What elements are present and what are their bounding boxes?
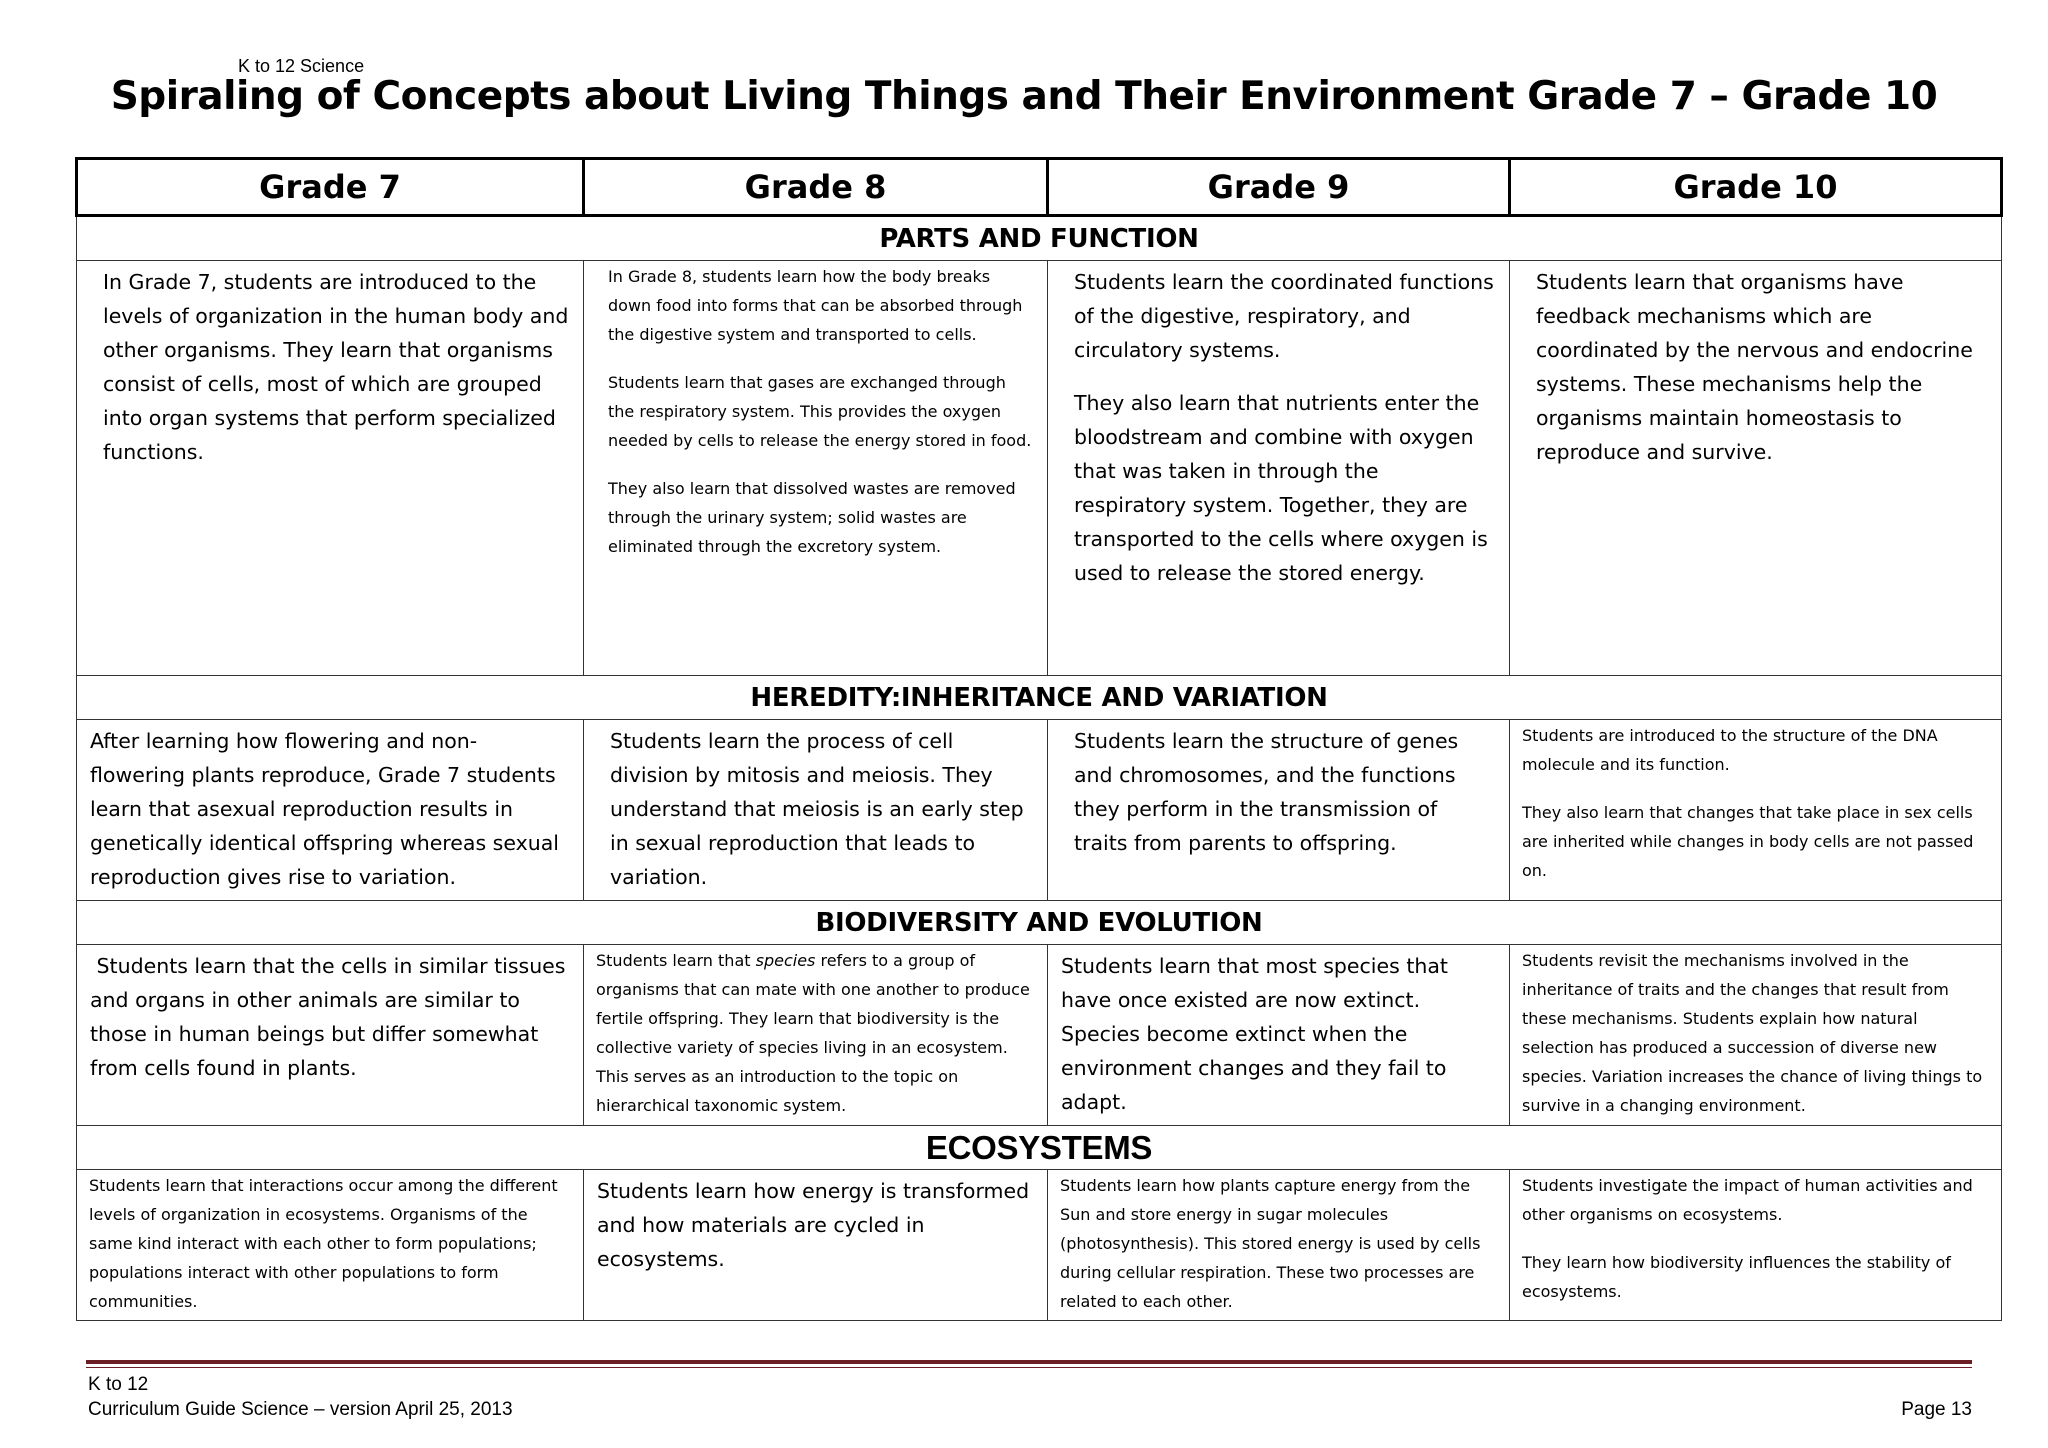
cell-text: Students learn the process of cell division by mitosis and meiosis. They understand that meiosis is an early step in sexual reproduction that leads to variation. [610,729,1024,889]
section-row-heredity [77,720,2002,901]
section-row-ecosystems [77,1170,2002,1321]
cell-grade-7 [77,945,584,1126]
cell-text-end: refers to a group of organisms that can mate with one another to produce fertile offspring. They learn that biodiversity is the collective variety of species living in an ecosystem. This serves as an introduction to the topic on hierarchical taxonomic system. [596,951,1030,1115]
cell-text: Students learn how energy is transformed and how materials are cycled in ecosystems. [597,1179,1030,1271]
section-heading-heredity: HEREDITY:INHERITANCE AND VARIATION [77,676,2002,720]
cell-text: Students learn that gases are exchanged through the respiratory system. This provides the oxygen needed by cells to release the energy stored in food. [608,373,1032,450]
cell-text: Students learn that interactions occur among the different levels of organization in ecosystems. Organisms of the same kind interact with each other to form populations; populations interact with other populations to form communities. [89,1176,558,1311]
cell-text: In Grade 8, students learn how the body breaks down food into forms that can be absorbed through the digestive system and transported to cells. [608,267,1023,344]
cell-grade-8 [584,1170,1048,1321]
grade-7-header: Grade 7 [77,159,584,216]
grade-9-header: Grade 9 [1048,159,1510,216]
cell-grade-10 [1510,720,2002,901]
cell-grade-9 [1048,720,1510,901]
cell-grade-8 [584,720,1048,901]
grade-8-header: Grade 8 [584,159,1048,216]
cell-text: Students learn that organisms have feedback mechanisms which are coordinated by the nervous and endocrine systems. These mechanisms help the organisms maintain homeostasis to reproduce and survive. [1536,270,1973,464]
cell-grade-9 [1048,1170,1510,1321]
cell-text: Students learn the coordinated functions of the digestive, respiratory, and circulatory systems. [1074,270,1494,362]
cell-text [596,946,1037,1120]
cell-text: Students learn that the cells in similar tissues and organs in other animals are similar to those in human beings but differ somewhat from cells found in plants. [90,954,573,1080]
section-row-biodiversity [77,945,2002,1126]
cell-text: After learning how flowering and non-flowering plants reproduce, Grade 7 students learn that asexual reproduction results in genetically identical offspring whereas sexual reproduction gives rise to variation. [90,729,559,889]
section-heading-biodiversity: BIODIVERSITY AND EVOLUTION [77,901,2002,945]
footer-divider-thin [86,1367,1972,1368]
cell-grade-10 [1510,1170,2002,1321]
cell-text: Students learn how plants capture energy from the Sun and store energy in sugar molecules (photosynthesis). This stored energy is used by cells during cellular respiration. These two processes are related to each other. [1060,1176,1481,1311]
cell-grade-10 [1510,261,2002,676]
grade-header-row [77,159,2002,216]
cell-grade-10 [1510,945,2002,1126]
cell-text: In Grade 7, students are introduced to the levels of organization in the human body and other organisms. They learn that organisms consist of cells, most of which are grouped into organ systems that perform specialized functions. [103,270,569,464]
top-label: K to 12 Science [238,56,365,76]
grade-10-header: Grade 10 [1510,159,2002,216]
cell-text: Students revisit the mechanisms involved in the inheritance of traits and the changes that result from these mechanisms. Students explain how natural selection has produced a succession of diverse new species. Variation increases the chance of living things to survive in a changing environment. [1522,951,1983,1115]
cell-text: Students learn the structure of genes and chromosomes, and the functions they perform in the transmission of traits from parents to offspring. [1074,729,1459,855]
curriculum-table [75,157,2003,1321]
cell-grade-9 [1048,945,1510,1126]
cell-grade-8 [584,945,1048,1126]
species-term: species [755,951,816,970]
cell-text: They learn how biodiversity influences the stability of ecosystems. [1522,1253,1951,1301]
cell-grade-8 [584,261,1048,676]
section-heading-parts-and-function: PARTS AND FUNCTION [77,216,2002,261]
page-number: Page 13 [1901,1399,1972,1420]
footer-line-1: K to 12 [88,1374,149,1395]
cell-text: They also learn that nutrients enter the bloodstream and combine with oxygen that was taken in through the respiratory system. Together, they are transported to the cells where oxygen is used to release the stored energy. [1074,391,1488,585]
cell-grade-7 [77,1170,584,1321]
cell-text: They also learn that dissolved wastes are removed through the urinary system; solid wastes are eliminated through the excretory system. [608,479,1016,556]
footer-line-2: Curriculum Guide Science – version April 25, 2013 [88,1399,513,1420]
cell-text: Students learn that most species that have once existed are now extinct. Species become extinct when the environment changes and they fail to adapt. [1061,954,1448,1114]
cell-text: Students are introduced to the structure of the DNA molecule and its function. [1522,726,1938,774]
cell-text-start: Students learn that [596,951,756,970]
section-row-parts-and-function [77,261,2002,676]
cell-text: Students investigate the impact of human activities and other organisms on ecosystems. [1522,1176,1973,1224]
page-title: Spiraling of Concepts about Living Things and Their Environment Grade 7 – Grade 10 [110,74,1938,119]
cell-text: They also learn that changes that take place in sex cells are inherited while changes in body cells are not passed on. [1522,803,1974,880]
curriculum-table-frame [75,157,2000,1321]
cell-grade-7 [77,261,584,676]
cell-grade-7 [77,720,584,901]
section-heading-ecosystems: ECOSYSTEMS [77,1126,2002,1170]
cell-grade-9 [1048,261,1510,676]
footer-divider [86,1360,1972,1364]
